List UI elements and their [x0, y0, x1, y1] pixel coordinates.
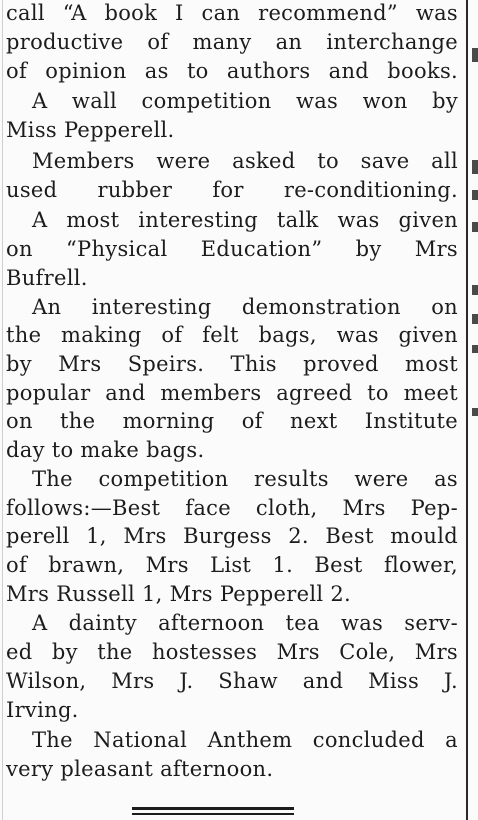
article-line: An interesting demonstration on	[32, 295, 458, 319]
article-end-rule	[132, 807, 294, 810]
adjacent-column-fragment	[472, 408, 478, 416]
adjacent-column-fragment	[472, 285, 478, 295]
article-line: Wilson, Mrs J. Shaw and Miss J.	[6, 669, 458, 693]
column-divider-rule	[466, 0, 468, 820]
article-line: Mrs Russell 1, Mrs Pepperell 2.	[6, 582, 351, 606]
article-line: The competition results were as	[32, 467, 458, 491]
article-line: on the morning of next Institute	[6, 409, 458, 433]
article-line: call “A book I can recommend” was	[6, 1, 458, 25]
article-line: popular and members agreed to meet	[6, 381, 458, 405]
article-line: very pleasant afternoon.	[6, 757, 274, 781]
article-line: A dainty afternoon tea was serv-	[32, 611, 458, 635]
article-end-rule-lower	[132, 813, 294, 815]
article-line: A most interesting talk was given	[32, 208, 458, 232]
article-line: The National Anthem concluded a	[32, 728, 458, 752]
article-line: used rubber for re-conditioning.	[6, 178, 458, 202]
article-line: ed by the hostesses Mrs Cole, Mrs	[6, 640, 458, 664]
adjacent-column-fragment	[472, 48, 478, 62]
article-line: Miss Pepperell.	[6, 118, 175, 142]
article-line: A wall competition was won by	[32, 89, 458, 113]
article-line: the making of felt bags, was given	[6, 323, 458, 347]
left-margin-edge	[2, 0, 3, 820]
adjacent-column-fragment	[472, 222, 478, 232]
article-line: follows:—Best face cloth, Mrs Pep-	[6, 496, 458, 520]
article-line: of opinion as to authors and books.	[6, 59, 458, 83]
adjacent-column-fragment	[472, 160, 478, 174]
article-line: productive of many an interchange	[6, 30, 458, 54]
adjacent-column-fragment	[472, 345, 478, 353]
article-line: Irving.	[6, 698, 79, 722]
article-line: Members were asked to save all	[32, 149, 458, 173]
article-line: of brawn, Mrs List 1. Best flower,	[6, 553, 458, 577]
article-line: by Mrs Speirs. This proved most	[6, 352, 458, 376]
article-line: on “Physical Education” by Mrs	[6, 237, 458, 261]
article-line: Bufrell.	[6, 266, 88, 290]
article-line: perell 1, Mrs Burgess 2. Best mould	[6, 524, 458, 548]
article-line: day to make bags.	[6, 438, 205, 462]
adjacent-column-fragment	[472, 314, 478, 324]
adjacent-column-fragment	[472, 190, 478, 200]
